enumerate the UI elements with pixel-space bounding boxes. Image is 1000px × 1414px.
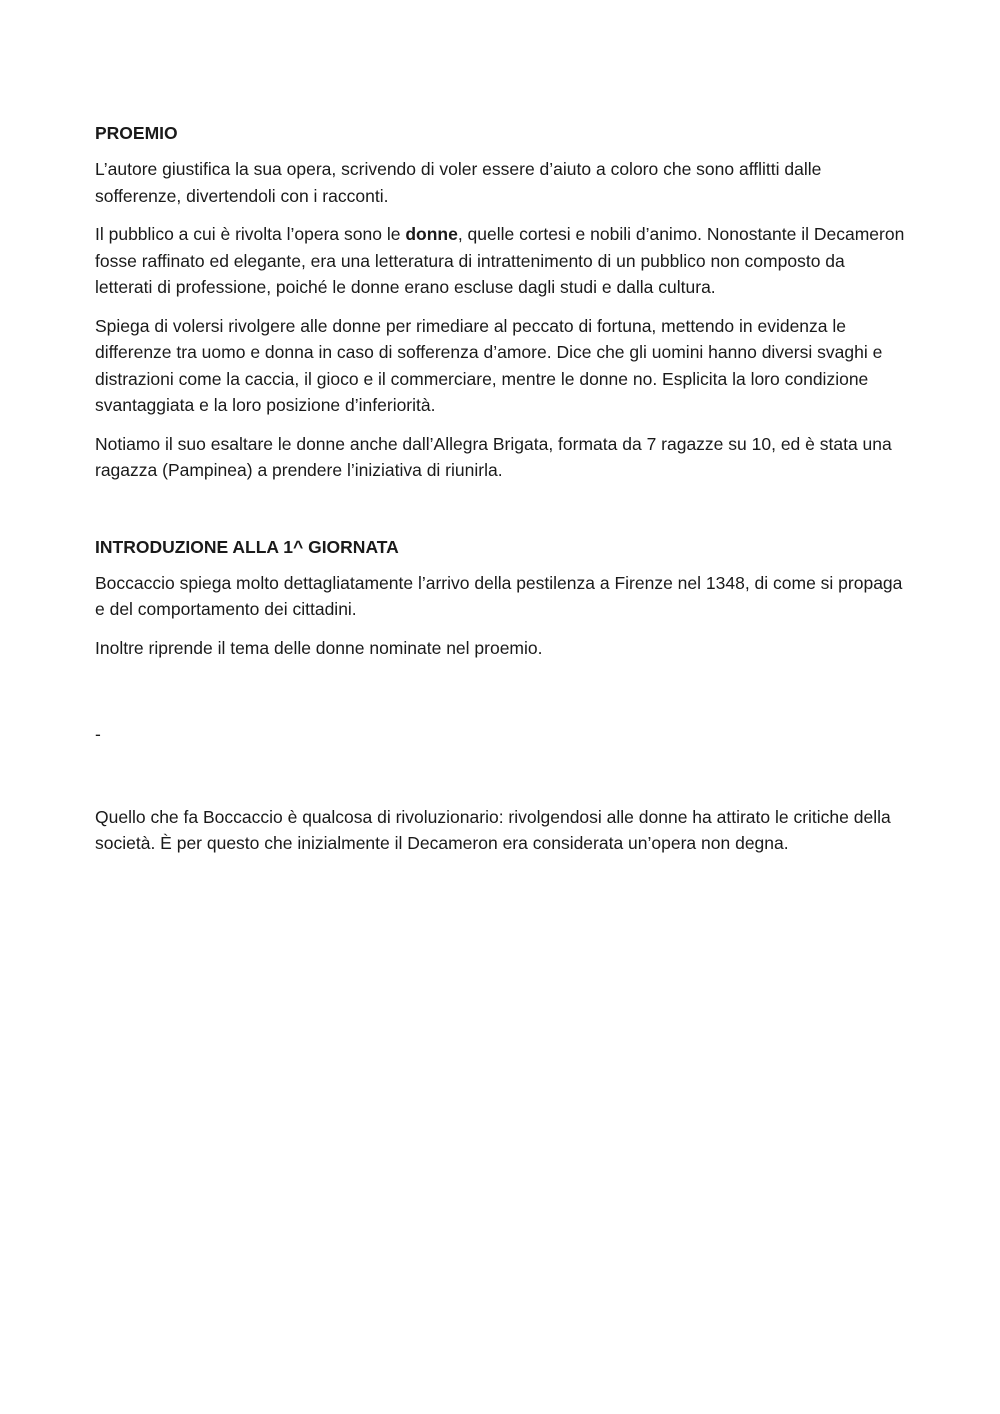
paragraph-proemio-2-start: Il pubblico a cui è rivolta l’opera sono le — [95, 224, 406, 244]
dash-line: - — [95, 724, 101, 744]
paragraph-introduzione-2: Inoltre riprende il tema delle donne nominate nel proemio. — [95, 637, 543, 658]
paragraph-proemio-3: Spiega di volersi rivolgere alle donne per rimediare al peccato di fortuna, mettendo in evidenza le differenze tra uomo e donna in caso di sofferenza d’amore. Dice che gli uomini hanno diversi svaghi e distrazioni come la caccia, il gioco e il commerciare, mentre le donne no. Esplicita la loro condizione svantaggiata e la loro posizione d’inferiorità. — [95, 315, 883, 415]
section-heading-introduzione: INTRODUZIONE ALLA 1^ GIORNATA — [95, 536, 399, 557]
paragraph-proemio-4: Notiamo il suo esaltare le donne anche dall’Allegra Brigata, formata da 7 ragazze su 10, ed è stata una ragazza (Pampinea) a prendere l’iniziativa di riunirla. — [95, 433, 892, 480]
paragraph-proemio-2 — [95, 221, 905, 301]
paragraph-proemio-1: L’autore giustifica la sua opera, scrivendo di voler essere d’aiuto a coloro che sono afflitti dalle sofferenze, divertendoli con i racconti. — [95, 159, 822, 206]
document-page — [95, 120, 905, 869]
spacer-before-dash — [95, 673, 905, 721]
paragraph-introduzione-1: Boccaccio spiega molto dettagliatamente l’arrivo della pestilenza a Firenze nel 1348, di come si propaga e del comportamento dei cittadini. — [95, 572, 903, 619]
section-heading-proemio: PROEMIO — [95, 123, 178, 143]
section-spacer — [95, 496, 905, 534]
paragraph-proemio-2-end: , quelle cortesi e nobili d’animo. Nonostante il Decameron fosse raffinato ed elegante, era una letteratura di intrattenimento di un pubblico non composto da letterati di professione, poiché le donne erano escluse dagli studi e dalla cultura. — [95, 224, 905, 297]
spacer-after-dash — [95, 760, 905, 804]
paragraph-conclusion: Quello che fa Boccaccio è qualcosa di rivoluzionario: rivolgendosi alle donne ha attirato le critiche della società. È per questo che inizialmente il Decameron era considerata un’opera non degna. — [95, 806, 891, 853]
bold-word-donne: donne — [405, 224, 458, 244]
